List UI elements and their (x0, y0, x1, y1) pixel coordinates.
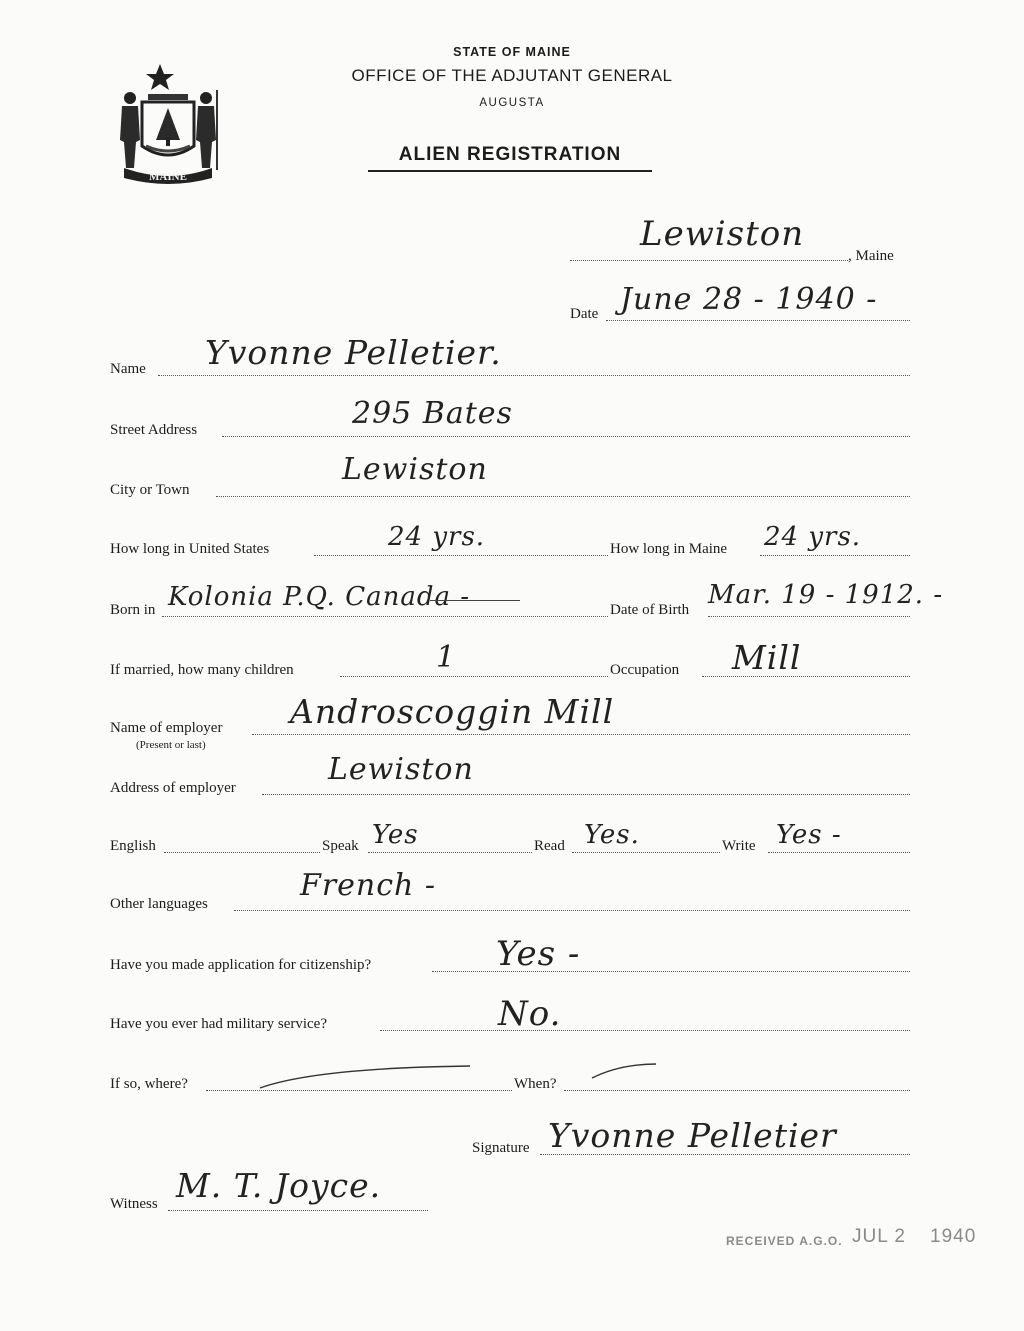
employer-address-value: Lewiston (328, 752, 474, 787)
how-long-maine-value: 24 yrs. (764, 522, 862, 552)
how-long-maine-line (760, 555, 910, 556)
signature-value: Yvonne Pelletier (548, 1116, 837, 1155)
write-label: Write (722, 838, 756, 854)
date-line (606, 320, 910, 321)
date-of-birth-value: Mar. 19 - 1912. - (708, 580, 944, 610)
when-line (564, 1090, 910, 1091)
children-value: 1 (436, 640, 457, 675)
write-line (768, 852, 910, 853)
city-or-town-label: City or Town (110, 482, 190, 498)
citizenship-label: Have you made application for citizenship? (110, 957, 372, 973)
employer-address-line (262, 794, 910, 795)
other-languages-line (234, 910, 910, 911)
english-label: English (110, 838, 156, 854)
employer-sublabel: (Present or last) (136, 739, 206, 751)
how-long-us-value: 24 yrs. (388, 522, 486, 552)
children-label: If married, how many children (110, 662, 294, 678)
read-label: Read (534, 838, 565, 854)
military-line (380, 1030, 910, 1031)
witness-line (168, 1210, 428, 1211)
city-or-town-line (216, 496, 910, 497)
received-stamp-year: 1940 (930, 1226, 977, 1247)
form-title: ALIEN REGISTRATION (368, 144, 652, 172)
place-line (570, 260, 848, 261)
received-stamp: RECEIVED A.G.O. (726, 1234, 843, 1248)
write-value: Yes - (776, 820, 842, 850)
employer-address-label: Address of employer (110, 780, 236, 796)
dash-mark (590, 1060, 660, 1084)
born-in-label: Born in (110, 602, 156, 618)
other-languages-label: Other languages (110, 896, 208, 912)
english-line (164, 852, 320, 853)
date-value: June 28 - 1940 - (620, 282, 878, 317)
read-value: Yes. (584, 820, 640, 850)
if-so-where-label: If so, where? (110, 1076, 188, 1092)
speak-label: Speak (322, 838, 359, 854)
date-label: Date (570, 306, 599, 322)
employer-value: Androscoggin Mill (290, 692, 615, 731)
how-long-maine-label: How long in Maine (610, 541, 728, 557)
header-office: OFFICE OF THE ADJUTANT GENERAL (351, 66, 673, 85)
date-of-birth-line (708, 616, 910, 617)
place-value: Lewiston (640, 214, 805, 254)
born-in-value: Kolonia P.Q. Canada - (168, 582, 471, 612)
speak-value: Yes (372, 820, 419, 850)
children-line (340, 676, 608, 677)
received-stamp-month: JUL 2 (852, 1226, 906, 1247)
name-line (158, 375, 910, 376)
street-address-label: Street Address (110, 422, 198, 438)
date-of-birth-label: Date of Birth (610, 602, 690, 618)
witness-value: M. T. Joyce. (176, 1166, 382, 1205)
place-suffix: , Maine (848, 248, 894, 264)
born-in-line (162, 616, 608, 617)
city-or-town-value: Lewiston (342, 452, 488, 487)
how-long-us-line (314, 555, 608, 556)
witness-label: Witness (110, 1196, 158, 1212)
occupation-label: Occupation (610, 662, 680, 678)
when-label: When? (514, 1076, 557, 1092)
military-value: No. (498, 994, 562, 1034)
strikethrough-mark (430, 600, 520, 601)
citizenship-value: Yes - (496, 934, 581, 974)
street-address-value: 295 Bates (352, 396, 513, 431)
speak-line (368, 852, 532, 853)
occupation-value: Mill (732, 638, 802, 677)
name-value: Yvonne Pelletier. (205, 333, 502, 372)
street-address-line (222, 436, 910, 437)
header-city: AUGUSTA (479, 97, 545, 109)
other-languages-value: French - (300, 868, 437, 903)
signature-label: Signature (472, 1140, 530, 1156)
military-label: Have you ever had military service? (110, 1016, 327, 1032)
header-state: STATE OF MAINE (453, 45, 571, 59)
name-label: Name (110, 361, 146, 377)
employer-line (252, 734, 910, 735)
dash-mark (256, 1062, 476, 1092)
seal-text: MAINE (149, 171, 187, 183)
read-line (572, 852, 720, 853)
employer-label: Name of employer (110, 720, 223, 736)
how-long-us-label: How long in United States (110, 541, 270, 557)
